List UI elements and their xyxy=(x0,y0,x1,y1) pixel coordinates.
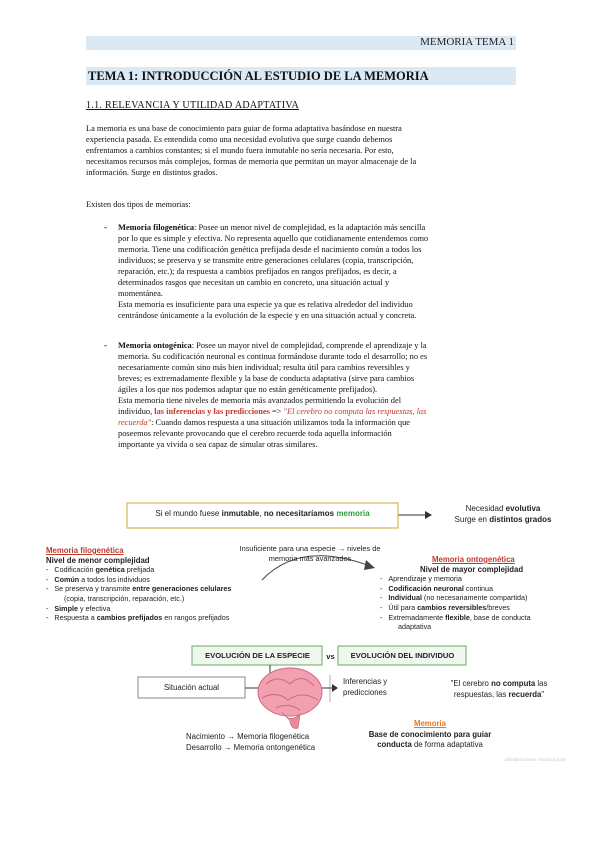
filo-line: centrándose únicamente a la evolución de la especie y en una situación actual y concreta. xyxy=(118,311,417,320)
intro-line: necesitamos recursos más complejos, formas de memoria que permitan un mayor almacenaje de la xyxy=(86,157,417,166)
brain-quote xyxy=(434,679,564,700)
onto-item-bold: flexible xyxy=(445,612,470,622)
page-title: TEMA 1: INTRODUCCIÓN AL ESTUDIO DE LA MEMORIA xyxy=(88,69,429,83)
quote-bold: recuerda xyxy=(508,689,542,699)
filo-item-bold: cambios prefijados xyxy=(96,613,163,623)
vs-label: vs xyxy=(326,652,335,661)
onto-item-text: /breves xyxy=(486,602,510,612)
onto-item-text: , base de conducta xyxy=(469,612,531,622)
filo-item-bold: genética xyxy=(95,565,125,575)
onto-name: Memoria ontogénica xyxy=(118,341,192,350)
onto-line: ágiles a los que nos podemos adaptar que no están genéticamente prefijados). xyxy=(118,385,378,394)
quote-highlight-end: recuerda" xyxy=(118,418,152,427)
quote-part: " xyxy=(541,689,545,699)
evolutionary-need xyxy=(438,503,568,525)
onto-line: Esta memoria tiene niveles de memoria más avanzados permitiendo la evolución del xyxy=(118,396,402,405)
filo-item-text: (copia, transcripción, reparación, etc.) xyxy=(64,593,185,603)
arrow-head xyxy=(425,511,432,519)
onto-item-text: continua xyxy=(463,583,494,593)
onto-item: - Extremadamente flexible, base de conducta xyxy=(380,612,531,622)
memoria-line: de forma adaptativa xyxy=(411,740,483,749)
filo-line: Esta memoria es insuficiente para una especie ya que es relativa alrededor del individuo xyxy=(118,300,413,309)
onto-item: - Individual (no necesariamente compartida) xyxy=(380,593,528,603)
memoria-line: Base de conocimiento para guiar xyxy=(368,729,492,739)
filo-item: - Respuesta a cambios prefijados en rangos prefijados xyxy=(46,613,230,623)
intro-line: La memoria es una base de conocimiento para guiar de forma adaptativa basándose en nuestra xyxy=(86,124,402,133)
filo-line: por lo que es simple y efectiva. No representa aquello que cotidianamente entendemos como xyxy=(118,234,429,243)
onto-item: - Aprendizaje y memoria xyxy=(380,574,462,584)
filo-item-text: Se preserva y transmite xyxy=(54,584,133,594)
header-title: MEMORIA TEMA 1 xyxy=(420,36,514,48)
onto-line: necesariamente común sino más bien individual; resulta útil para cambios reversibles y xyxy=(118,363,410,372)
onto-line: individuo, xyxy=(118,407,153,416)
onto-item: - Codificación neuronal continua xyxy=(380,583,494,593)
onto-item-text: Extremadamente xyxy=(388,612,446,622)
bullet-dash: - xyxy=(104,340,107,350)
onto-title: Memoria ontogenética xyxy=(432,555,515,564)
quote-highlight: "El cerebro no computa las respuestas, las xyxy=(283,407,427,416)
onto-level: Nivel de mayor complejidad xyxy=(420,564,524,574)
onto-block xyxy=(380,555,580,632)
filo-item-text: y efectiva xyxy=(77,603,111,613)
quote-part: "El cerebro xyxy=(450,679,492,688)
onto-item-bold: Individual xyxy=(388,593,422,603)
filo-item-bold: Simple xyxy=(54,603,78,613)
intro-line: experiencia pasada. Es entendida como una necesidad evolutiva que surge cuando debemos xyxy=(86,135,393,144)
situation-label: Situación actual xyxy=(163,683,220,692)
filo-item: - Codificación genética prefijada xyxy=(46,565,155,575)
types-intro: Existen dos tipos de memorias: xyxy=(86,200,191,209)
top-box-bold: no necesitaríamos xyxy=(263,509,335,518)
onto-line: memoria. Su codificación neuronal es continua formándose durante todo el desarrollo; no es xyxy=(118,352,428,361)
filo-item-text: Codificación xyxy=(54,565,96,575)
bullet-dash: - xyxy=(104,222,107,232)
onto-item-text: (no necesariamente compartida) xyxy=(421,593,528,603)
filo-line: determinados rasgos que necesitan un cambio en concreto, una situación actual y xyxy=(118,278,390,287)
top-box-bold: inmutable xyxy=(221,509,260,518)
filo-block xyxy=(46,546,286,623)
onto-item-bold: Codificación neuronal xyxy=(388,583,464,593)
filo-item-bold: entre generaciones celulares xyxy=(132,584,232,594)
top-box-text xyxy=(130,509,395,518)
onto-item: - Útil para cambios reversibles/breves xyxy=(380,602,510,612)
filo-item xyxy=(46,594,286,604)
inferences-line: predicciones xyxy=(343,687,387,697)
development-note xyxy=(186,731,315,753)
onto-item xyxy=(380,622,580,632)
onto-line: : Posee un mayor nivel de complejidad, comprende el aprendizaje y la xyxy=(191,341,427,350)
filo-line: momentánea. xyxy=(118,289,163,298)
onto-item-text: Aprendizaje y memoria xyxy=(388,574,462,584)
filo-line: reparación, etc.); da respuesta a cambios prefijados en rangos prefijados, es decir, a xyxy=(118,267,397,276)
filo-item: - Se preserva y transmite entre generaciones celulares xyxy=(46,584,232,594)
filo-item-text: a todos los individuos xyxy=(79,574,150,584)
evo-need-part: Surge en xyxy=(454,515,490,524)
memoria-title: Memoria xyxy=(413,719,447,728)
intro-line: información. Surge en distintos grados. xyxy=(86,168,218,177)
evo-need-bold: evolutiva xyxy=(505,504,541,513)
watermark: Elisabet Gómez Vicario (UCM) xyxy=(505,757,567,762)
intro-line: enfrentamos a cambios constantes; si el mundo fuera inmutable no sería necesaria. Por esto, xyxy=(86,146,394,155)
onto-line: importante ya vivida o sea capaz de simular otras similares. xyxy=(118,440,318,449)
evo-especie-label: EVOLUCIÓN DE LA ESPECIE xyxy=(205,651,310,660)
onto-line: : Cuando damos respuesta a una situación utilizamos toda la información que xyxy=(151,418,411,427)
onto-line: poseemos relevante provocando que el cerebro recuerde toda aquella información xyxy=(118,429,392,438)
memoria-bold: conducta xyxy=(377,740,412,749)
filo-item-bold: Común xyxy=(54,574,80,584)
inferences-line: Inferencias y xyxy=(343,677,388,686)
quote-bold: no computa xyxy=(491,679,536,688)
filo-line: : Posee un menor nivel de complejidad, es la adaptación más sencilla xyxy=(194,223,426,232)
development-line: Nacimiento → Memoria filogenética xyxy=(186,732,310,741)
quote-part: las xyxy=(535,679,548,688)
brain-icon xyxy=(258,668,322,728)
memoria-definition xyxy=(360,719,500,751)
filo-level: Nivel de menor complejidad xyxy=(46,555,150,565)
onto-item-text: Útil para xyxy=(388,602,418,612)
development-line: Desarrollo → Memoria ontongenética xyxy=(186,743,316,752)
evo-need-part: Necesidad xyxy=(465,504,506,513)
filo-line: individuos; se preserva y se transmite entre generaciones celulares (copia, transcripción, xyxy=(118,256,414,265)
filo-line: memoria. Tiene una codificación genética prefijada desde el nacimiento común a todos los xyxy=(118,245,422,254)
evo-need-bold: distintos grados xyxy=(489,515,552,524)
top-box-part: , xyxy=(259,509,264,518)
filo-item-text: Respuesta a xyxy=(54,613,97,623)
inferences-label xyxy=(343,677,387,698)
inferences-highlight: las inferencias y las predicciones xyxy=(152,407,270,416)
filo-item-text: prefijada xyxy=(124,565,155,575)
arrow-text: => xyxy=(269,407,284,416)
insufficient-line: memoria más avanzados xyxy=(268,553,352,563)
filo-item-text: en rangos prefijados xyxy=(162,613,230,623)
top-box-green: memoria xyxy=(336,509,370,518)
quote-part: respuestas, las xyxy=(453,689,509,699)
evo-individuo-label: EVOLUCIÓN DEL INDIVIDUO xyxy=(350,651,455,660)
top-box-part: Si el mundo fuese xyxy=(155,509,222,518)
section-subtitle: 1.1. RELEVANCIA Y UTILIDAD ADAPTATIVA xyxy=(86,100,300,111)
onto-line: breves; es extremadamente flexible y la base de conducta adaptativa (sirve para cambios xyxy=(118,374,415,383)
insufficient-line: Insuficiente para una especie → niveles de xyxy=(239,544,381,553)
onto-item-bold: cambios reversibles xyxy=(417,602,487,612)
filo-name: Memoria filogenética xyxy=(118,223,195,232)
arrow-head xyxy=(332,684,338,692)
onto-item-text: adaptativa xyxy=(398,622,432,632)
filo-item: - Común a todos los individuos xyxy=(46,574,150,584)
filo-title: Memoria filogenética xyxy=(46,546,124,555)
filo-item: - Simple y efectiva xyxy=(46,603,111,613)
